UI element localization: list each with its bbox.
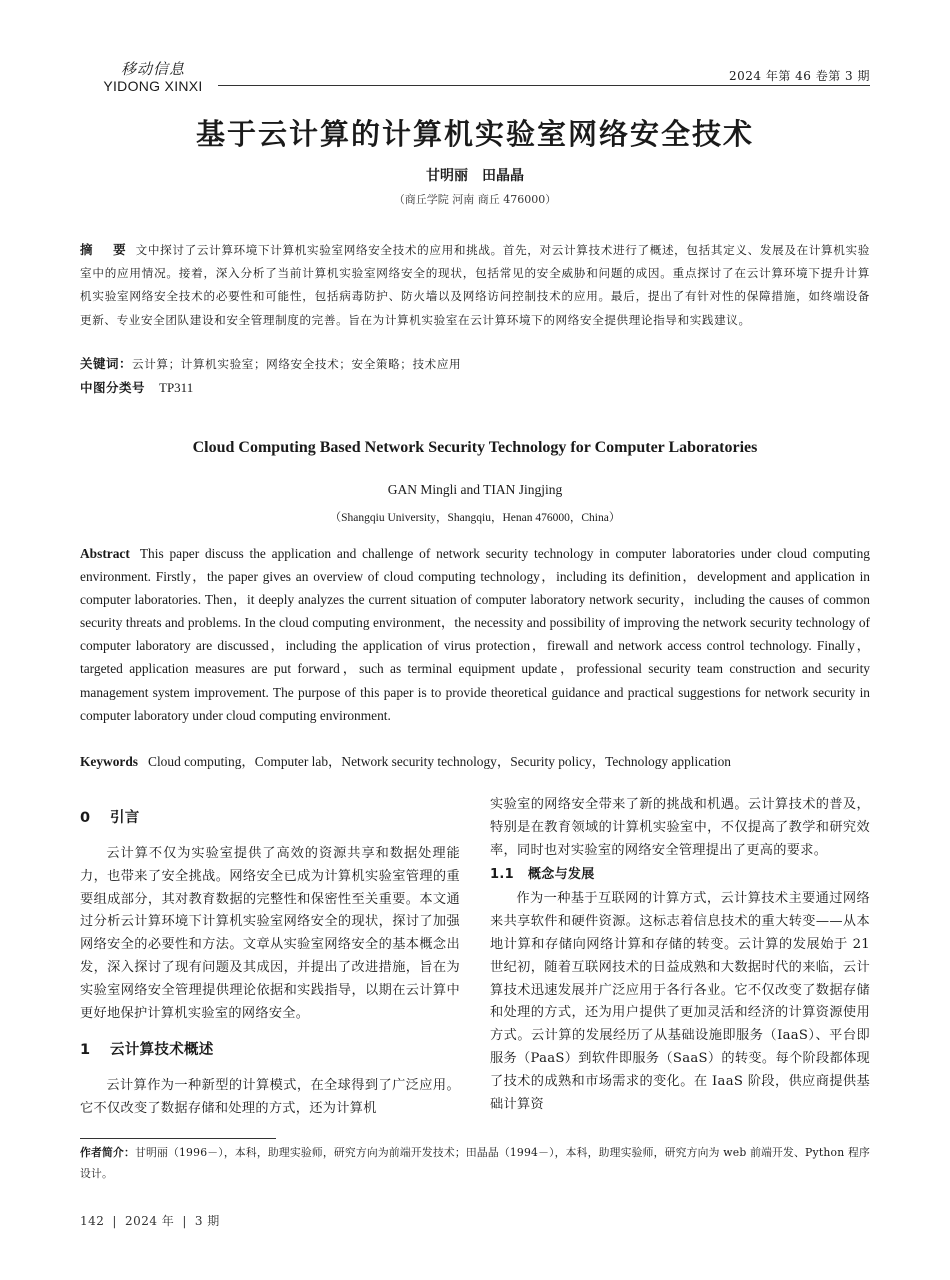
footnote-label: 作者简介： — [80, 1146, 135, 1159]
affiliation-cn: （商丘学院 河南 商丘 476000） — [393, 193, 557, 206]
keywords-en — [80, 750, 870, 773]
clc-label: 中图分类号 — [80, 380, 146, 395]
section-title: 云计算技术概述 — [110, 1042, 214, 1059]
paragraph: 实验室的网络安全带来了新的挑战和机遇。云计算技术的普及，特别是在教育领域的计算机实验室中，不仅提高了教学和研究效率，同时也对实验室的网络安全管理提出了更高的要求。 — [490, 797, 870, 858]
section-heading — [80, 1040, 460, 1060]
journal-name-en: YIDONG XINXI — [103, 78, 203, 94]
keywords-cn — [80, 354, 870, 374]
footer-separator: | — [182, 1214, 187, 1228]
body-column-right — [490, 794, 870, 1116]
journal-logo — [88, 60, 218, 94]
page-footer — [80, 1212, 220, 1229]
section-title: 引言 — [110, 810, 140, 826]
affiliation-en: （Shangqiu University，Shangqiu，Henan 476000，China） — [329, 512, 621, 524]
keywords-cn-label: 关键词： — [80, 356, 133, 371]
abstract-cn-text: 文中探讨了云计算环境下计算机实验室网络安全技术的应用和挑战。首先，对云计算技术进行了概述，包括其定义、发展及在计算机实验室中的应用情况。接着，深入分析了当前计算机实验室网络安全的现状，包括常见的安全威胁和问题的成因。重点探讨了在云计算环境下提升计算机实验室网络安全技术的必要性和可能性，包括病毒防护、防火墙以及网络访问控制技术的应用。最后，提出了有针对性的保障措施，如终端设备更新、专业安全团队建设和安全管理制度的完善。旨在为计算机实验室在云计算环境下的网络安全提供理论指导和实践建议。 — [80, 243, 870, 327]
paragraph: 云计算作为一种新型的计算模式，在全球得到了广泛应用。它不仅改变了数据存储和处理的方式，还为计算机 — [80, 1078, 460, 1117]
section-heading — [80, 808, 460, 828]
abstract-cn — [80, 238, 870, 332]
issue-info: 2024 年第 46 卷第 3 期 — [728, 69, 870, 83]
footnote-text: 甘明丽（1996－），本科，助理实验师，研究方向为前端开发技术；田晶晶（1994－），本科，助理实验师，研究方向为 web 前端开发、Python 程序设计。 — [80, 1146, 870, 1180]
subsection-number: 1.1 — [490, 867, 514, 883]
authors-en: GAN Mingli and TIAN Jingjing — [387, 482, 563, 497]
abstract-en-text: This paper discuss the application and challenge of network security technology in computer laboratories under cloud computing environment. Firstly，the paper gives an overview of cloud computing technology，including its definition，development and application in computer laboratories. Then，it deeply analyzes the current situation of computer laboratory network security，including the causes of common security threats and problems. In the cloud computing environment，the necessity and possibility of improving the network security technology of computer laboratory are discussed，including the application of virus protection，firewall and network access control technology. Finally，targeted application measures are put forward，such as terminal equipment update，professional security team construction and security management system improvement. The purpose of this paper is to provide theoretical guidance and practical suggestions for network security in computer laboratory under cloud computing environment. — [80, 546, 870, 723]
section-number: 0 — [80, 810, 91, 826]
subsection-heading — [490, 865, 870, 885]
paper-title-cn: 基于云计算的计算机实验室网络安全技术 — [195, 117, 754, 151]
body-column-left — [80, 808, 460, 1121]
abstract-cn-label: 摘 要 — [80, 242, 130, 257]
footer-year: 2024 年 — [124, 1214, 175, 1228]
subsection-title: 概念与发展 — [528, 867, 595, 883]
journal-name-cn: 移动信息 — [120, 60, 185, 78]
clc-number — [80, 378, 193, 398]
footer-issue: 3 期 — [194, 1214, 220, 1228]
section-number: 1 — [80, 1042, 91, 1059]
keywords-cn-text: 云计算；计算机实验室；网络安全技术；安全策略；技术应用 — [132, 357, 462, 371]
abstract-en — [80, 542, 870, 727]
header-divider — [218, 85, 870, 86]
footnote-divider — [80, 1138, 276, 1139]
paragraph: 云计算不仅为实验室提供了高效的资源共享和数据处理能力，也带来了安全挑战。网络安全已成为计算机实验室管理的重要组成部分，其对教育数据的完整性和保密性至关重要。本文通过分析云计算环境下计算机实验室网络安全的现状，探讨了加强网络安全的必要性和方法。文章从实验室网络安全的基本概念出发，深入探讨了现有问题及其成因，并提出了改进措施，旨在为实验室网络安全管理提供理论依据和实践指导，以期在云计算中更好地保护计算机实验室的网络安全。 — [80, 846, 460, 1021]
keywords-en-text: Cloud computing，Computer lab，Network security technology，Security policy，Technology application — [148, 754, 731, 769]
keywords-en-label: Keywords — [80, 754, 139, 769]
footer-separator: | — [112, 1214, 117, 1228]
author-footnote — [80, 1142, 870, 1184]
authors-cn: 甘明丽 田晶晶 — [426, 168, 524, 184]
abstract-en-label: Abstract — [80, 546, 130, 561]
page-number: 142 — [80, 1214, 105, 1228]
paragraph: 作为一种基于互联网的计算方式，云计算技术主要通过网络来共享软件和硬件资源。这标志着信息技术的重大转变——从本地计算和存储向网络计算和存储的转变。云计算的发展始于 21 世纪初，随着互联网技术的日益成熟和大数据时代的来临，云计算技术迅速发展并广泛应用于各行各业。它不仅改变了数据存储和处理的方式，还为用户提供了更加灵活和经济的计算资源使用方式。云计算的发展经历了从基础设施即服务（IaaS）、平台即服务（PaaS）到软件即服务（SaaS）的转变。每个阶段都体现了技术的成熟和市场需求的变化。在 IaaS 阶段，供应商提供基础计算资 — [490, 891, 870, 1112]
paper-title-en: Cloud Computing Based Network Security Technology for Computer Laboratories — [192, 439, 758, 456]
clc-value: TP311 — [159, 380, 194, 395]
